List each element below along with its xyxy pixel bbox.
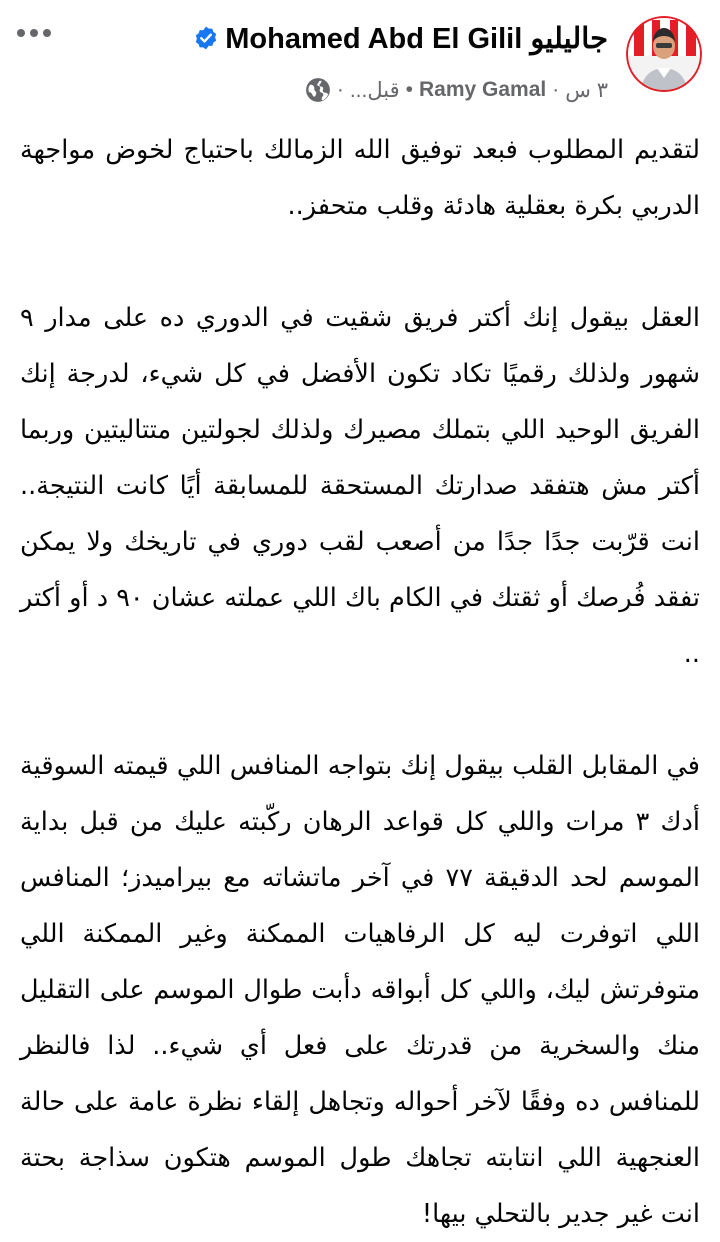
meta-separator: · [552, 78, 560, 101]
post-location[interactable]: قبل... [349, 78, 400, 102]
post-meta [305, 72, 608, 108]
post-paragraph: العقل بيقول إنك أكتر فريق شقيت في الدوري ده على مدار ٩ شهور ولذلك رقميًا تكاد تكون الأفضل في كل شيء، لدرجة إنك الفريق الوحيد اللي بتملك مصيرك ولذلك لجولتين متتاليتين وربما أكتر مش هتفقد صدارتك المستحقة للمسابقة أيًا كانت النتيجة.. انت قرّبت جدًا جدًا من أصعب لقب دوري في تاريخك ولا يمكن تفقد فُرصك أو ثقتك في الكام باك اللي عملته عشان ٩٠ د أو أكتر .. [20, 303, 700, 669]
verified-badge-icon [193, 25, 219, 51]
post-paragraph: في المقابل القلب بيقول إنك بتواجه المنافس اللي قيمته السوقية أدك ٣ مرات واللي كل قواعد الرهان ركّبته عليك من قبل بداية الموسم لحد الدقيقة ٧٧ في آخر ماتشاته مع بيراميدز؛ المنافس اللي اتوفرت ليه كل الرفاهيات الممكنة وغير الممكنة اللي متوفرتش ليك، واللي كل أبواقه دأبت طوال الموسم على التقليل منك والسخرية من قدرتك على فعل أي شيء.. لذا فالنظر للمنافس ده وفقًا لآخر أحواله وتجاهل إلقاء نظرة عامة على حالة العنجهية اللي انتابته تجاهك طول الموسم هتكون سذاجة بحتة انت غير جدير بالتحلي بيها! [20, 751, 701, 1229]
more-options-button[interactable] [14, 18, 54, 48]
post-time[interactable]: ٣ س [565, 78, 608, 102]
post-paragraph: لتقديم المطلوب فبعد توفيق الله الزمالك باحتياج لخوض مواجهة الدربي بكرة بعقلية هادئة وقلب متحفز.. [20, 135, 700, 221]
globe-icon[interactable] [305, 77, 331, 103]
meta-separator: · [336, 78, 344, 101]
author-name[interactable]: Mohamed Abd El Gilil جاليليو [225, 22, 608, 55]
post-body [20, 122, 700, 1242]
avatar-image [626, 16, 702, 92]
author-row [193, 16, 608, 60]
more-horizontal-icon [16, 28, 52, 38]
meta-separator: • [405, 78, 413, 101]
avatar[interactable] [626, 16, 702, 92]
post-header [0, 0, 720, 110]
co-author-name[interactable]: Ramy Gamal [419, 78, 547, 101]
